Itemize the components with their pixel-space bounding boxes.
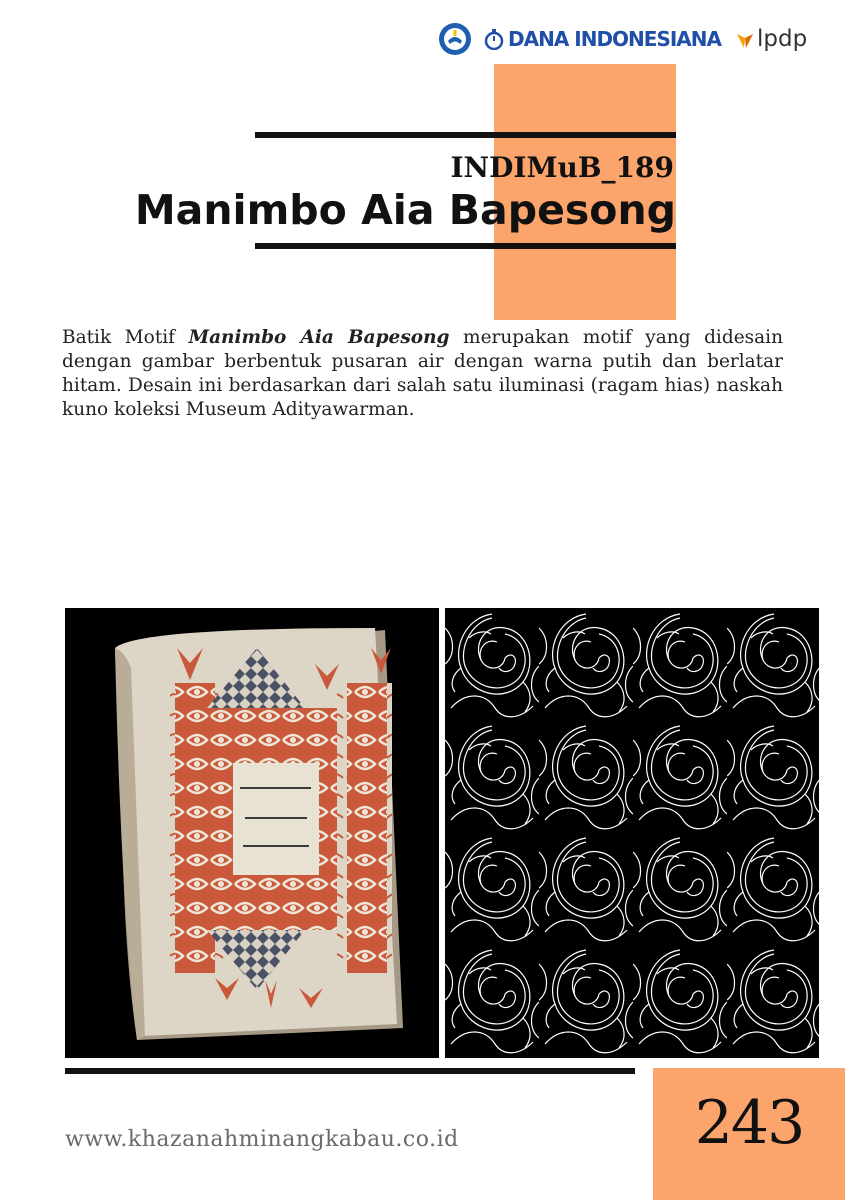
lpdp-logo — [735, 26, 807, 52]
dana-indonesiana-logo — [484, 27, 721, 51]
lpdp-text: lpdp — [756, 26, 808, 52]
motif-name: Manimbo Aia Bapesong — [188, 327, 450, 348]
page-title: Manimbo Aia Bapesong — [134, 186, 676, 234]
page-number-box — [653, 1068, 845, 1200]
description-prefix: Batik Motif — [62, 327, 189, 348]
website-url: www.khazanahminangkabau.co.id — [65, 1127, 459, 1152]
lpdp-flame-icon — [735, 28, 755, 50]
footer-rule — [65, 1068, 635, 1074]
description-paragraph — [62, 326, 783, 422]
dana-indonesiana-text: DANA INDONESIANA — [508, 27, 721, 51]
description-body: merupakan motif yang didesain dengan gambar berbentuk pusaran air dengan warna putih dan berlatar hitam. Desain ini berdasarkan dari salah satu iluminasi (ragam hias) naskah kuno koleksi Museum Adityawarman. — [62, 327, 783, 420]
title-bottom-rule — [255, 243, 676, 249]
kemdikbud-logo — [438, 22, 472, 56]
batik-motif-pattern — [445, 608, 819, 1058]
manuscript-photo — [65, 608, 439, 1058]
page-number: 243 — [694, 1088, 804, 1158]
title-top-rule — [255, 132, 676, 138]
stopwatch-icon — [484, 28, 504, 50]
entry-code: INDIMuB_189 — [450, 151, 674, 184]
sponsor-logos — [438, 22, 807, 56]
